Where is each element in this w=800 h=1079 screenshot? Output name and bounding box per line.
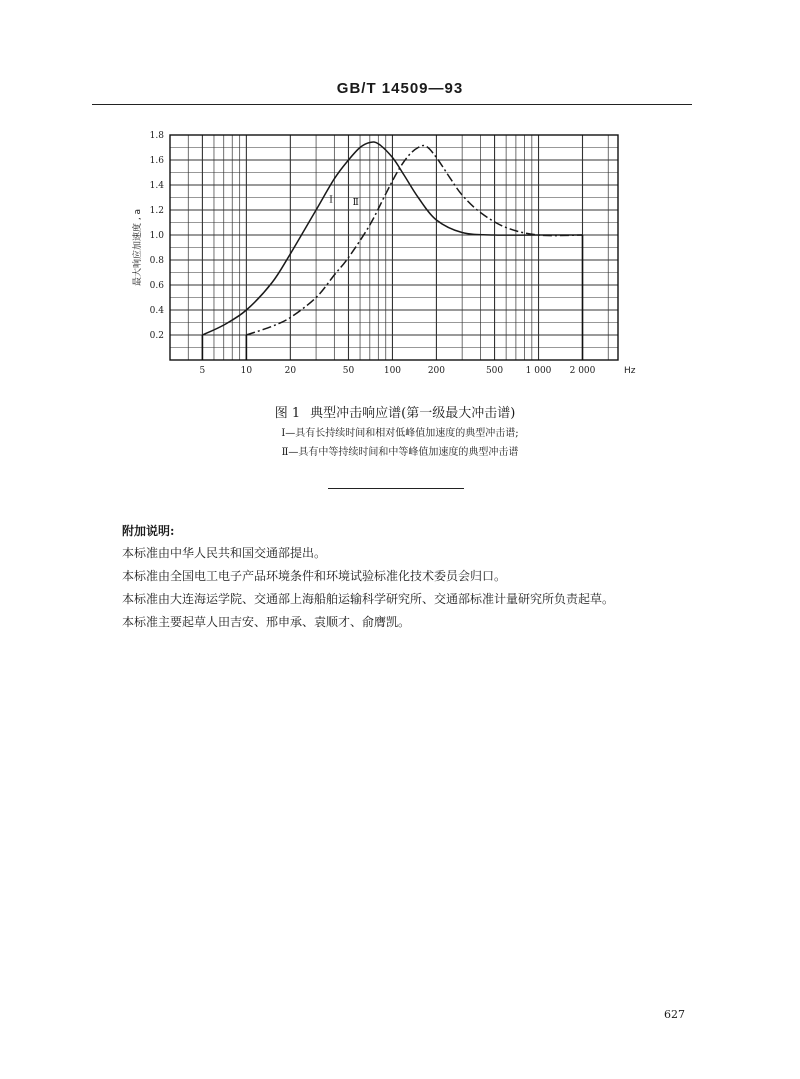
section-divider [328, 488, 464, 489]
figure-title: 典型冲击响应谱(第一级最大冲击谱) [310, 406, 516, 421]
additional-notes [122, 522, 722, 636]
figure-caption [0, 402, 800, 421]
page-number: 627 [664, 1008, 685, 1021]
y-tick-label: 0.2 [149, 331, 164, 341]
notes-line: 本标准由全国电工电子产品环境条件和环境试验标准化技术委员会归口。 [122, 569, 507, 583]
y-tick-label: 1.0 [149, 231, 164, 241]
x-tick-label: 200 [427, 366, 446, 376]
x-tick-label: 10 [240, 366, 253, 376]
series-label-1: Ⅰ [329, 195, 333, 206]
y-tick-label: 0.4 [149, 306, 164, 316]
y-tick-label: 0.6 [149, 281, 164, 291]
y-tick-label: 1.8 [149, 131, 164, 141]
y-tick-label: 1.4 [149, 181, 164, 191]
notes-line: 本标准由大连海运学院、交通部上海船舶运输科学研究所、交通部标准计量研究所负责起草。 [122, 592, 615, 606]
notes-heading: 附加说明: [122, 524, 175, 538]
x-tick-label: 100 [383, 366, 402, 376]
y-tick-label: 0.8 [149, 256, 164, 266]
y-axis-label: 最大响应加速度 , a [133, 208, 143, 287]
x-tick-label: 1 000 [525, 366, 552, 376]
standard-number: GB/T 14509—93 [336, 80, 464, 97]
x-tick-label: 5 [199, 366, 206, 376]
x-tick-label: 20 [284, 366, 297, 376]
chart-grid [170, 135, 618, 360]
y-tick-label: 1.2 [149, 206, 164, 216]
header-rule [92, 104, 692, 105]
figure-note-2: Ⅱ—具有中等持续时间和中等峰值加速度的典型冲击谱 [281, 447, 519, 458]
x-tick-label: 500 [485, 366, 504, 376]
series-label-2: Ⅱ [352, 198, 359, 208]
notes-line: 本标准由中华人民共和国交通部提出。 [122, 546, 327, 560]
y-tick-label: 1.6 [149, 156, 164, 166]
figure-note-1: Ⅰ—具有长持续时间和相对低峰值加速度的典型冲击谱; [281, 428, 519, 439]
x-tick-label: 50 [342, 366, 355, 376]
shock-response-chart [0, 120, 800, 390]
x-tick-label: 2 000 [569, 366, 596, 376]
x-axis-unit: Hz [624, 366, 636, 376]
figure-number: 图 1 [274, 406, 301, 421]
notes-line: 本标准主要起草人田吉安、邢申承、袁顺才、俞膺凯。 [122, 615, 411, 629]
chart-labels [131, 131, 636, 376]
